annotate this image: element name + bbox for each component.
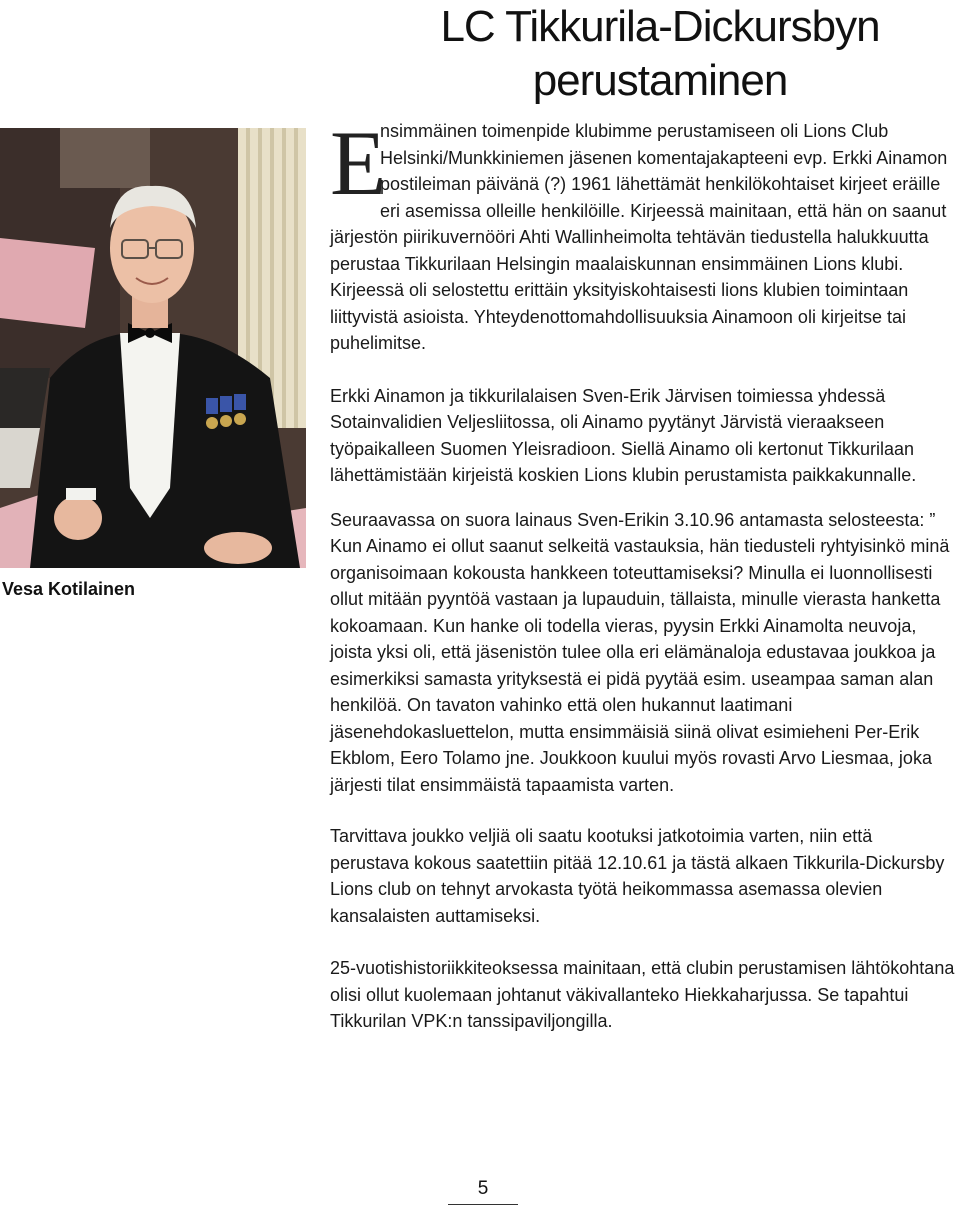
paragraph-1 [330,112,955,357]
paragraph-1-text: nsimmäinen toimenpide klubimme perustamiseen oli Lions Club Helsinki/Munkkiniemen jäsenen komentajakapteeni evp. Erkki Ainamon postileiman päivänä (?) 1961 lähettämät henkilökohtaiset kirjeet eräille eri asemissa olleille henkilöille. Kirjeessä mainitaan, että hän on saanut järjestön piirikuvernööri Ahti Wallinheimolta tehtävän tiedustella halukkuutta perustaa Tikkurilaan Helsingin maalaiskunnan ensimmäinen Lions klubi. Kirjeessä oli selostettu erittäin yksityiskohtaisesti lions klubien toimintaan liittyvistä asioista. Yhteydenottomahdollisuuksia Ainamoon oli kirjeitse tai puhelimitse. [330,121,948,353]
title-line-1: LC Tikkurila-Dickursbyn [440,2,880,51]
paragraph-4: Tarvittava joukko veljiä oli saatu kootuksi jatkotoimia varten, niin että perustava kokous saatettiin pitää 12.10.61 ja tästä alkaen Tikkurila-Dickursby Lions club on tehnyt arvokasta työtä heikommassa asemassa olevien kansalaisten auttamiseksi. [330,826,945,926]
paragraph-2: Erkki Ainamon ja tikkurilalaisen Sven-Erik Järvisen toimiessa yhdessä Sotainvalidien Veljesliitossa, oli Ainamo pyytänyt Järvistä vieraakseen työpaikalleen Suomen Yleisradioon. Siellä Ainamo oli kertonut Tikkurilaan lähettämistään kirjeistä koskien Lions klubin perustamista paikkakunnalle. [330,385,917,485]
paragraph-3: Seuraavassa on suora lainaus Sven-Erikin 3.10.96 antamasta selosteesta: ” Kun Ainamo ei ollut saanut selkeitä vastauksia, hän tiedusteli ryhtyisinkö minä organisoimaan kokousta hankkeen toteuttamiseksi? Minulla ei luonnollisesti ollut mitään pyyntöä vastaan ja lupauduin, tällaista, minulle vierasta hanketta kokoamaan. Kun hanke oli todella vieras, pyysin Erkki Ainamolta neuvoja, joista yksi oli, että jäsenistön tulee olla eri elämänaloja edustavaa joukkoa ja esimerkiksi samasta yrityksestä ei pidä pyytää esim. useampaa saman alan henkilöä. On tavaton vahinko että olen hukannut laatimani jäsenehdokasluettelon, mutta ensimmäisiä siinä olivat esimieheni Per-Erik Ekblom, Eero Tolamo jne. Joukkoon kuului myös rovasti Arvo Liesmaa, joka järjesti tilat ensimmäistä tapaamista varten. [330,509,950,795]
paragraph-5: 25-vuotishistoriikkiteoksessa mainitaan, että clubin perustamisen lähtökohtana olisi ollut kuolemaan johtanut väkivallanteko Hiekkaharjussa. Se tapahtui Tikkurilan VPK:n tanssipaviljongilla. [330,958,955,1031]
page-number: 5 [477,1178,489,1199]
title-line-2: perustaminen [532,56,788,105]
page-number-rule [448,1204,518,1205]
drop-cap: E [330,112,387,214]
portrait-photo [0,128,306,568]
photo-caption: Vesa Kotilainen [2,579,136,599]
article-body [330,112,955,1035]
page-title [380,0,940,108]
